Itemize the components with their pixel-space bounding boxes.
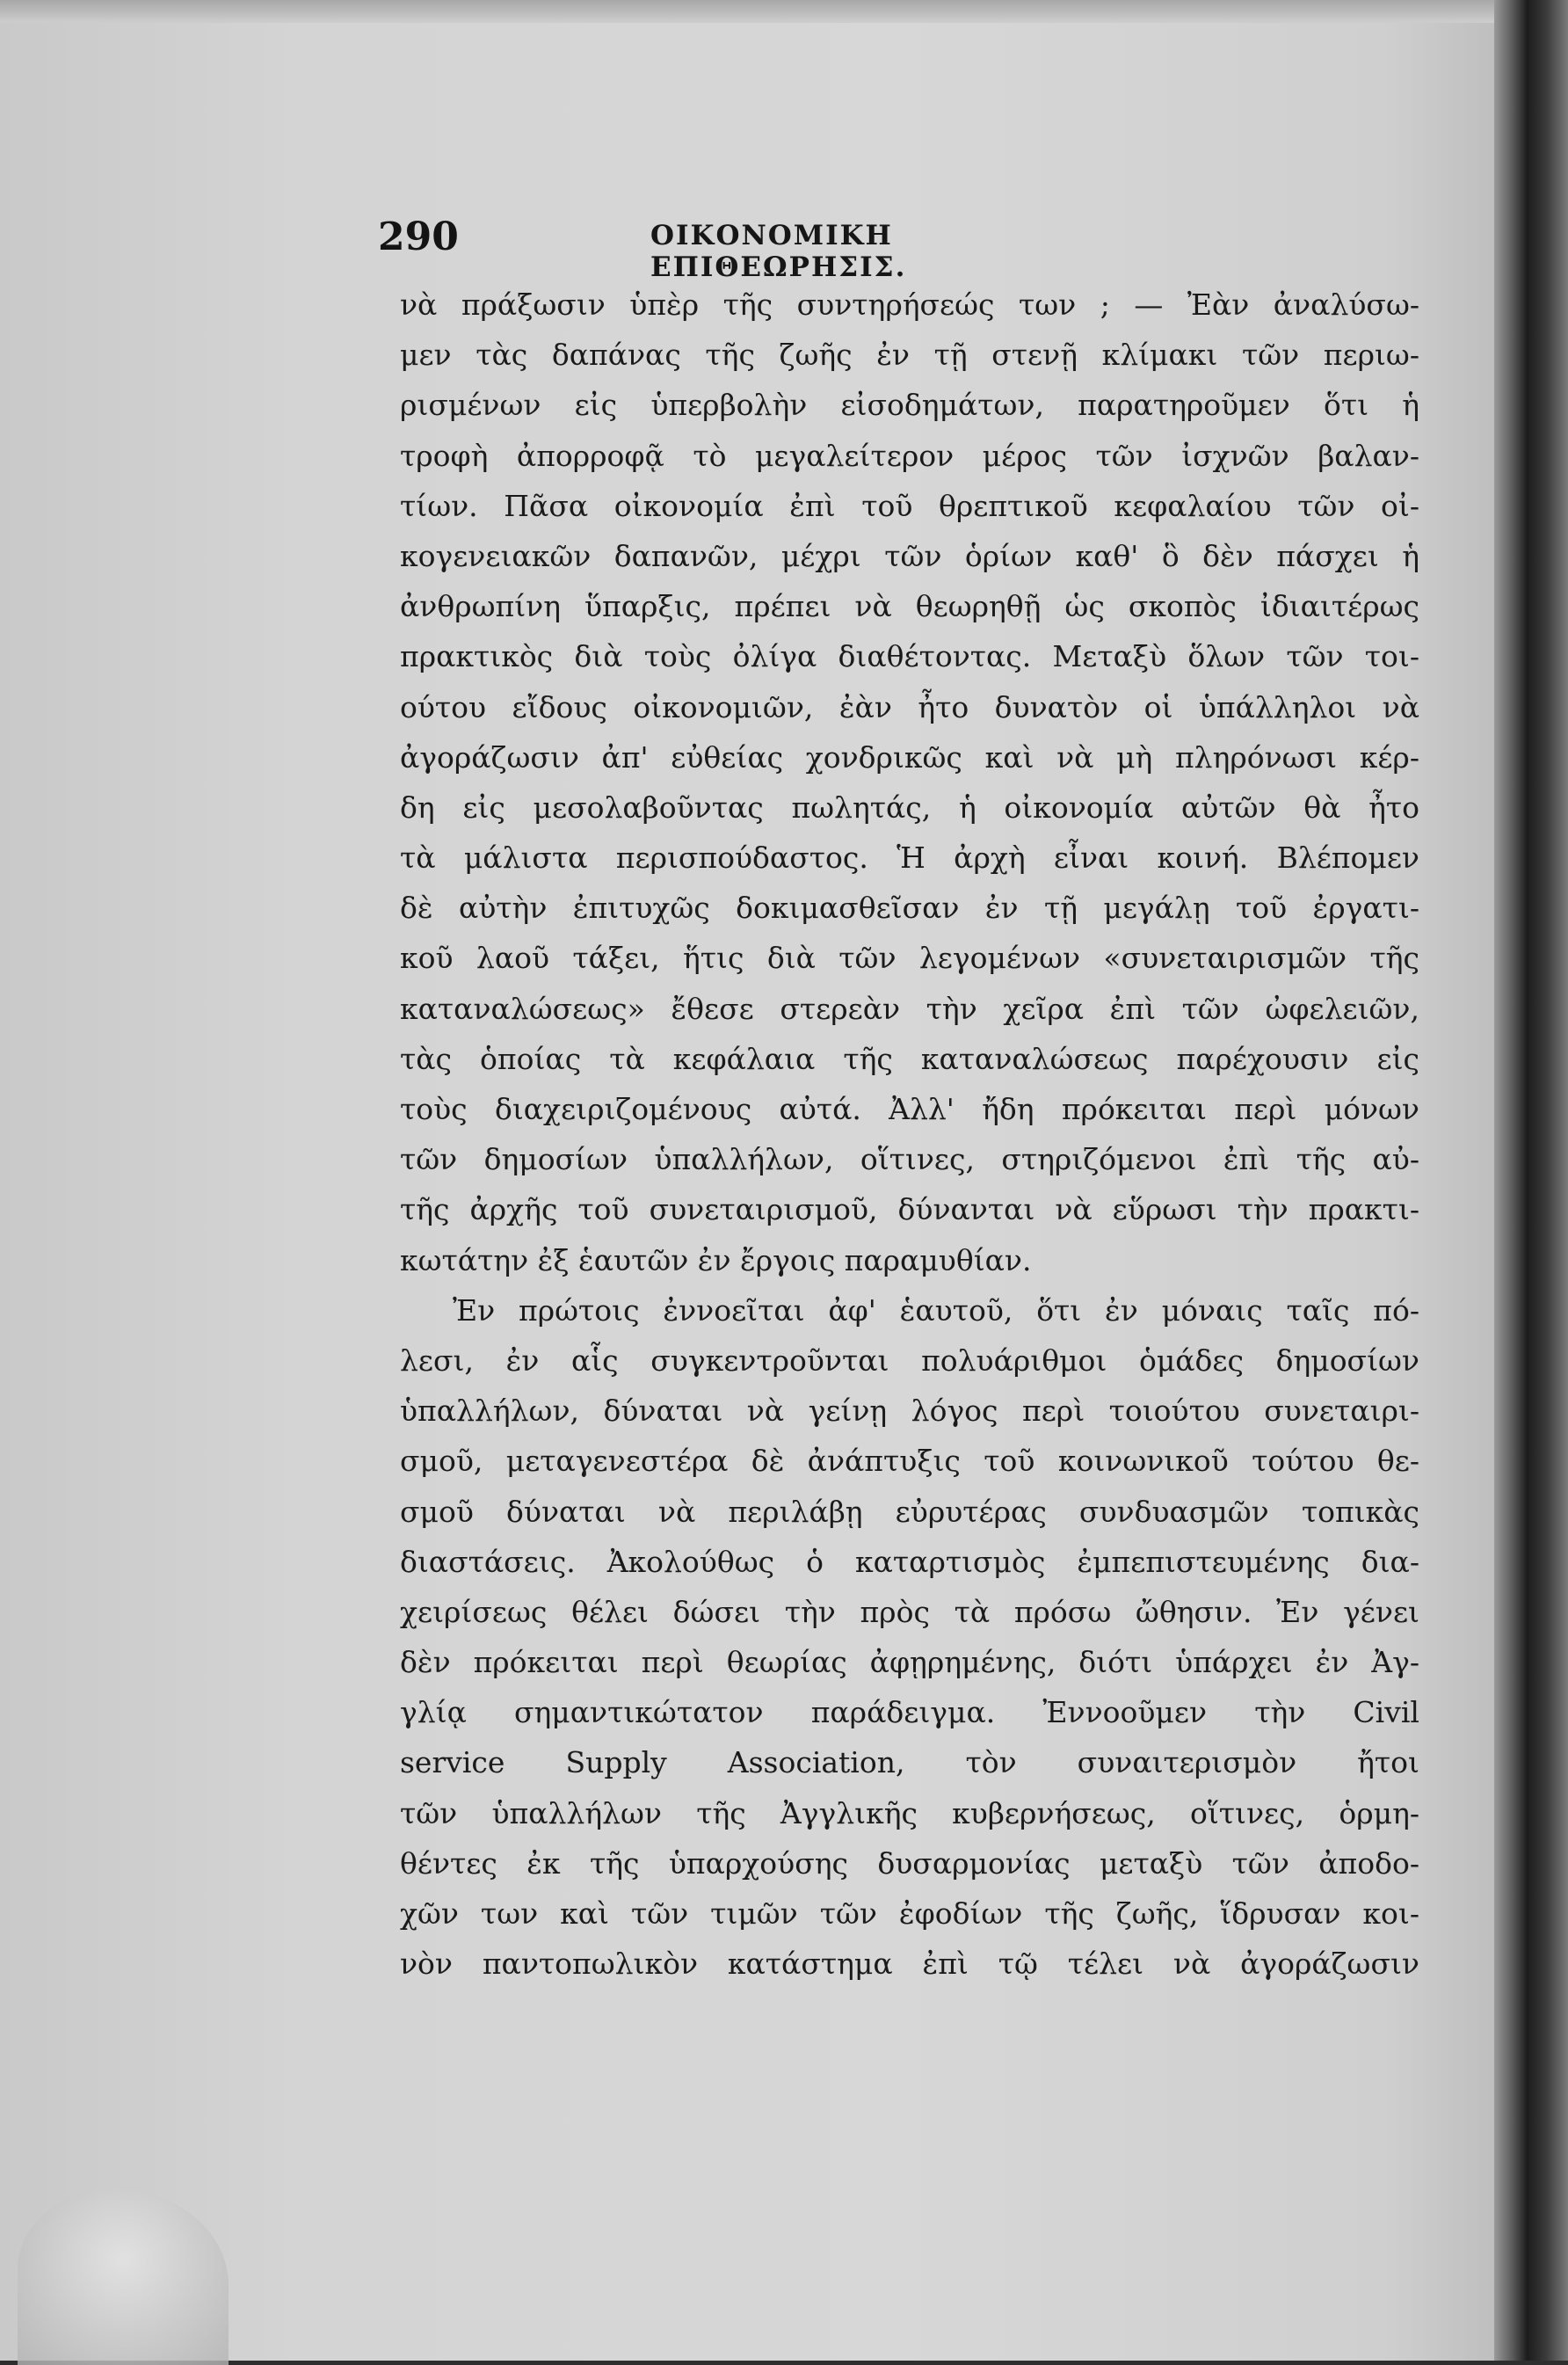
text-line: σμοῦ δύναται νὰ περιλάβῃ εὐρυτέρας συνδυασμῶν τοπικὰς: [400, 1494, 1419, 1529]
text-line: ρισμένων εἰς ὑπερβολὴν εἰσοδημάτων, παρατηροῦμεν ὅτι ἡ: [400, 388, 1419, 423]
paragraph-start-line: Ἐν πρώτοις ἐννοεῖται ἀφ' ἑαυτοῦ, ὅτι ἐν μόναις ταῖς πό-: [453, 1292, 1419, 1328]
text-line: τὰ μάλιστα περισπούδαστος. Ἡ ἀρχὴ εἶναι κοινή. Βλέπομεν: [400, 840, 1419, 876]
text-line: νὰ πράξωσιν ὑπὲρ τῆς συντηρήσεώς των ; — Ἐὰν ἀναλύσω-: [400, 287, 1419, 322]
text-line: μεν τὰς δαπάνας τῆς ζωῆς ἐν τῇ στενῇ κλίμακι τῶν περιω-: [400, 338, 1419, 373]
body-text: [400, 280, 1419, 1989]
text-line: θέντες ἐκ τῆς ὑπαρχούσης δυσαρμονίας μεταξὺ τῶν ἀποδο-: [400, 1845, 1419, 1881]
text-line: δὲν πρόκειται περὶ θεωρίας ἀφῃρημένης, διότι ὑπάρχει ἐν Ἀγ-: [400, 1645, 1419, 1680]
text-line: λεσι, ἐν αἷς συγκεντροῦνται πολυάριθμοι ὁμάδες δημοσίων: [400, 1343, 1419, 1378]
text-line: καταναλώσεως» ἔθεσε στερεὰν τὴν χεῖρα ἐπὶ τῶν ὠφελειῶν,: [400, 991, 1419, 1026]
page-top-fold: [0, 0, 1505, 23]
text-line: σμοῦ, μεταγενεστέρα δὲ ἀνάπτυξις τοῦ κοινωνικοῦ τούτου θε-: [400, 1444, 1419, 1479]
text-line: ούτου εἴδους οἰκονομιῶν, ἐὰν ἦτο δυνατὸν οἱ ὑπάλληλοι νὰ: [400, 689, 1419, 724]
text-line: νὸν παντοπωλικὸν κατάστημα ἐπὶ τῷ τέλει νὰ ἀγοράζωσιν: [400, 1947, 1419, 1982]
scanner-thumb-shadow: [18, 2189, 229, 2365]
running-head: [378, 215, 1134, 283]
text-line: ὑπαλλήλων, δύναται νὰ γείνῃ λόγος περὶ τοιούτου συνεταιρι-: [400, 1394, 1419, 1429]
text-line: τοὺς διαχειριζομένους αὐτά. Ἀλλ' ἤδη πρόκειται περὶ μόνων: [400, 1092, 1419, 1126]
text-line: ἀγοράζωσιν ἀπ' εὐθείας χονδρικῶς καὶ νὰ μὴ πληρόνωσι κέρ-: [400, 739, 1419, 775]
text-line: δη εἰς μεσολαβοῦντας πωλητάς, ἡ οἰκονομία αὐτῶν θὰ ἦτο: [400, 790, 1419, 825]
text-line: τροφὴ ἀπορροφᾷ τὸ μεγαλείτερον μέρος τῶν ἰσχνῶν βαλαν-: [400, 438, 1419, 473]
text-line: χῶν των καὶ τῶν τιμῶν τῶν ἐφοδίων τῆς ζωῆς, ἵδρυσαν κοι-: [400, 1896, 1419, 1931]
text-line: τῆς ἀρχῆς τοῦ συνεταιρισμοῦ, δύνανται νὰ εὕρωσι τὴν πρακτι-: [400, 1192, 1419, 1227]
text-line: ἀνθρωπίνη ὕπαρξις, πρέπει νὰ θεωρηθῇ ὡς σκοπὸς ἰδιαιτέρως: [400, 589, 1419, 624]
text-line: πρακτικὸς διὰ τοὺς ὀλίγα διαθέτοντας. Μεταξὺ ὅλων τῶν τοι-: [400, 639, 1419, 674]
running-title: ΟΙΚΟΝΟΜΙΚΗ ΕΠΙΘΕΩΡΗΣΙΣ.: [650, 220, 907, 283]
text-line: γλίᾳ σημαντικώτατον παράδειγμα. Ἐννοοῦμεν τὴν Civil: [400, 1695, 1419, 1730]
text-line: τῶν ὑπαλλήλων τῆς Ἀγγλικῆς κυβερνήσεως, οἵτινες, ὁρμη-: [400, 1795, 1419, 1830]
text-line: τῶν δημοσίων ὑπαλλήλων, οἵτινες, στηριζόμενοι ἐπὶ τῆς αὐ-: [400, 1142, 1419, 1177]
text-line: δὲ αὐτὴν ἐπιτυχῶς δοκιμασθεῖσαν ἐν τῇ μεγάλῃ τοῦ ἐργατι-: [400, 891, 1419, 926]
text-line: τίων. Πᾶσα οἰκονομία ἐπὶ τοῦ θρεπτικοῦ κεφαλαίου τῶν οἰ-: [400, 488, 1419, 523]
text-line: χειρίσεως θέλει δώσει τὴν πρὸς τὰ πρόσω ὤθησιν. Ἐν γένει: [400, 1594, 1419, 1629]
text-line: κοῦ λαοῦ τάξει, ἥτις διὰ τῶν λεγομένων «συνεταιρισμῶν τῆς: [400, 941, 1419, 976]
page-edge-shadow: [1494, 0, 1568, 2361]
page-number: 290: [378, 215, 459, 259]
text-line: service Supply Association, τὸν συναιτερισμὸν ἤτοι: [400, 1745, 1419, 1780]
text-line: κογενειακῶν δαπανῶν, μέχρι τῶν ὁρίων καθ' ὃ δὲν πάσχει ἡ: [400, 538, 1419, 573]
text-line: τὰς ὁποίας τὰ κεφάλαια τῆς καταναλώσεως παρέχουσιν εἰς: [400, 1041, 1419, 1076]
text-line: διαστάσεις. Ἀκολούθως ὁ καταρτισμὸς ἐμπεπιστευμένης δια-: [400, 1544, 1419, 1579]
paragraph-end-line: κωτάτην ἐξ ἑαυτῶν ἐν ἔργοις παραμυθίαν.: [400, 1242, 1032, 1277]
